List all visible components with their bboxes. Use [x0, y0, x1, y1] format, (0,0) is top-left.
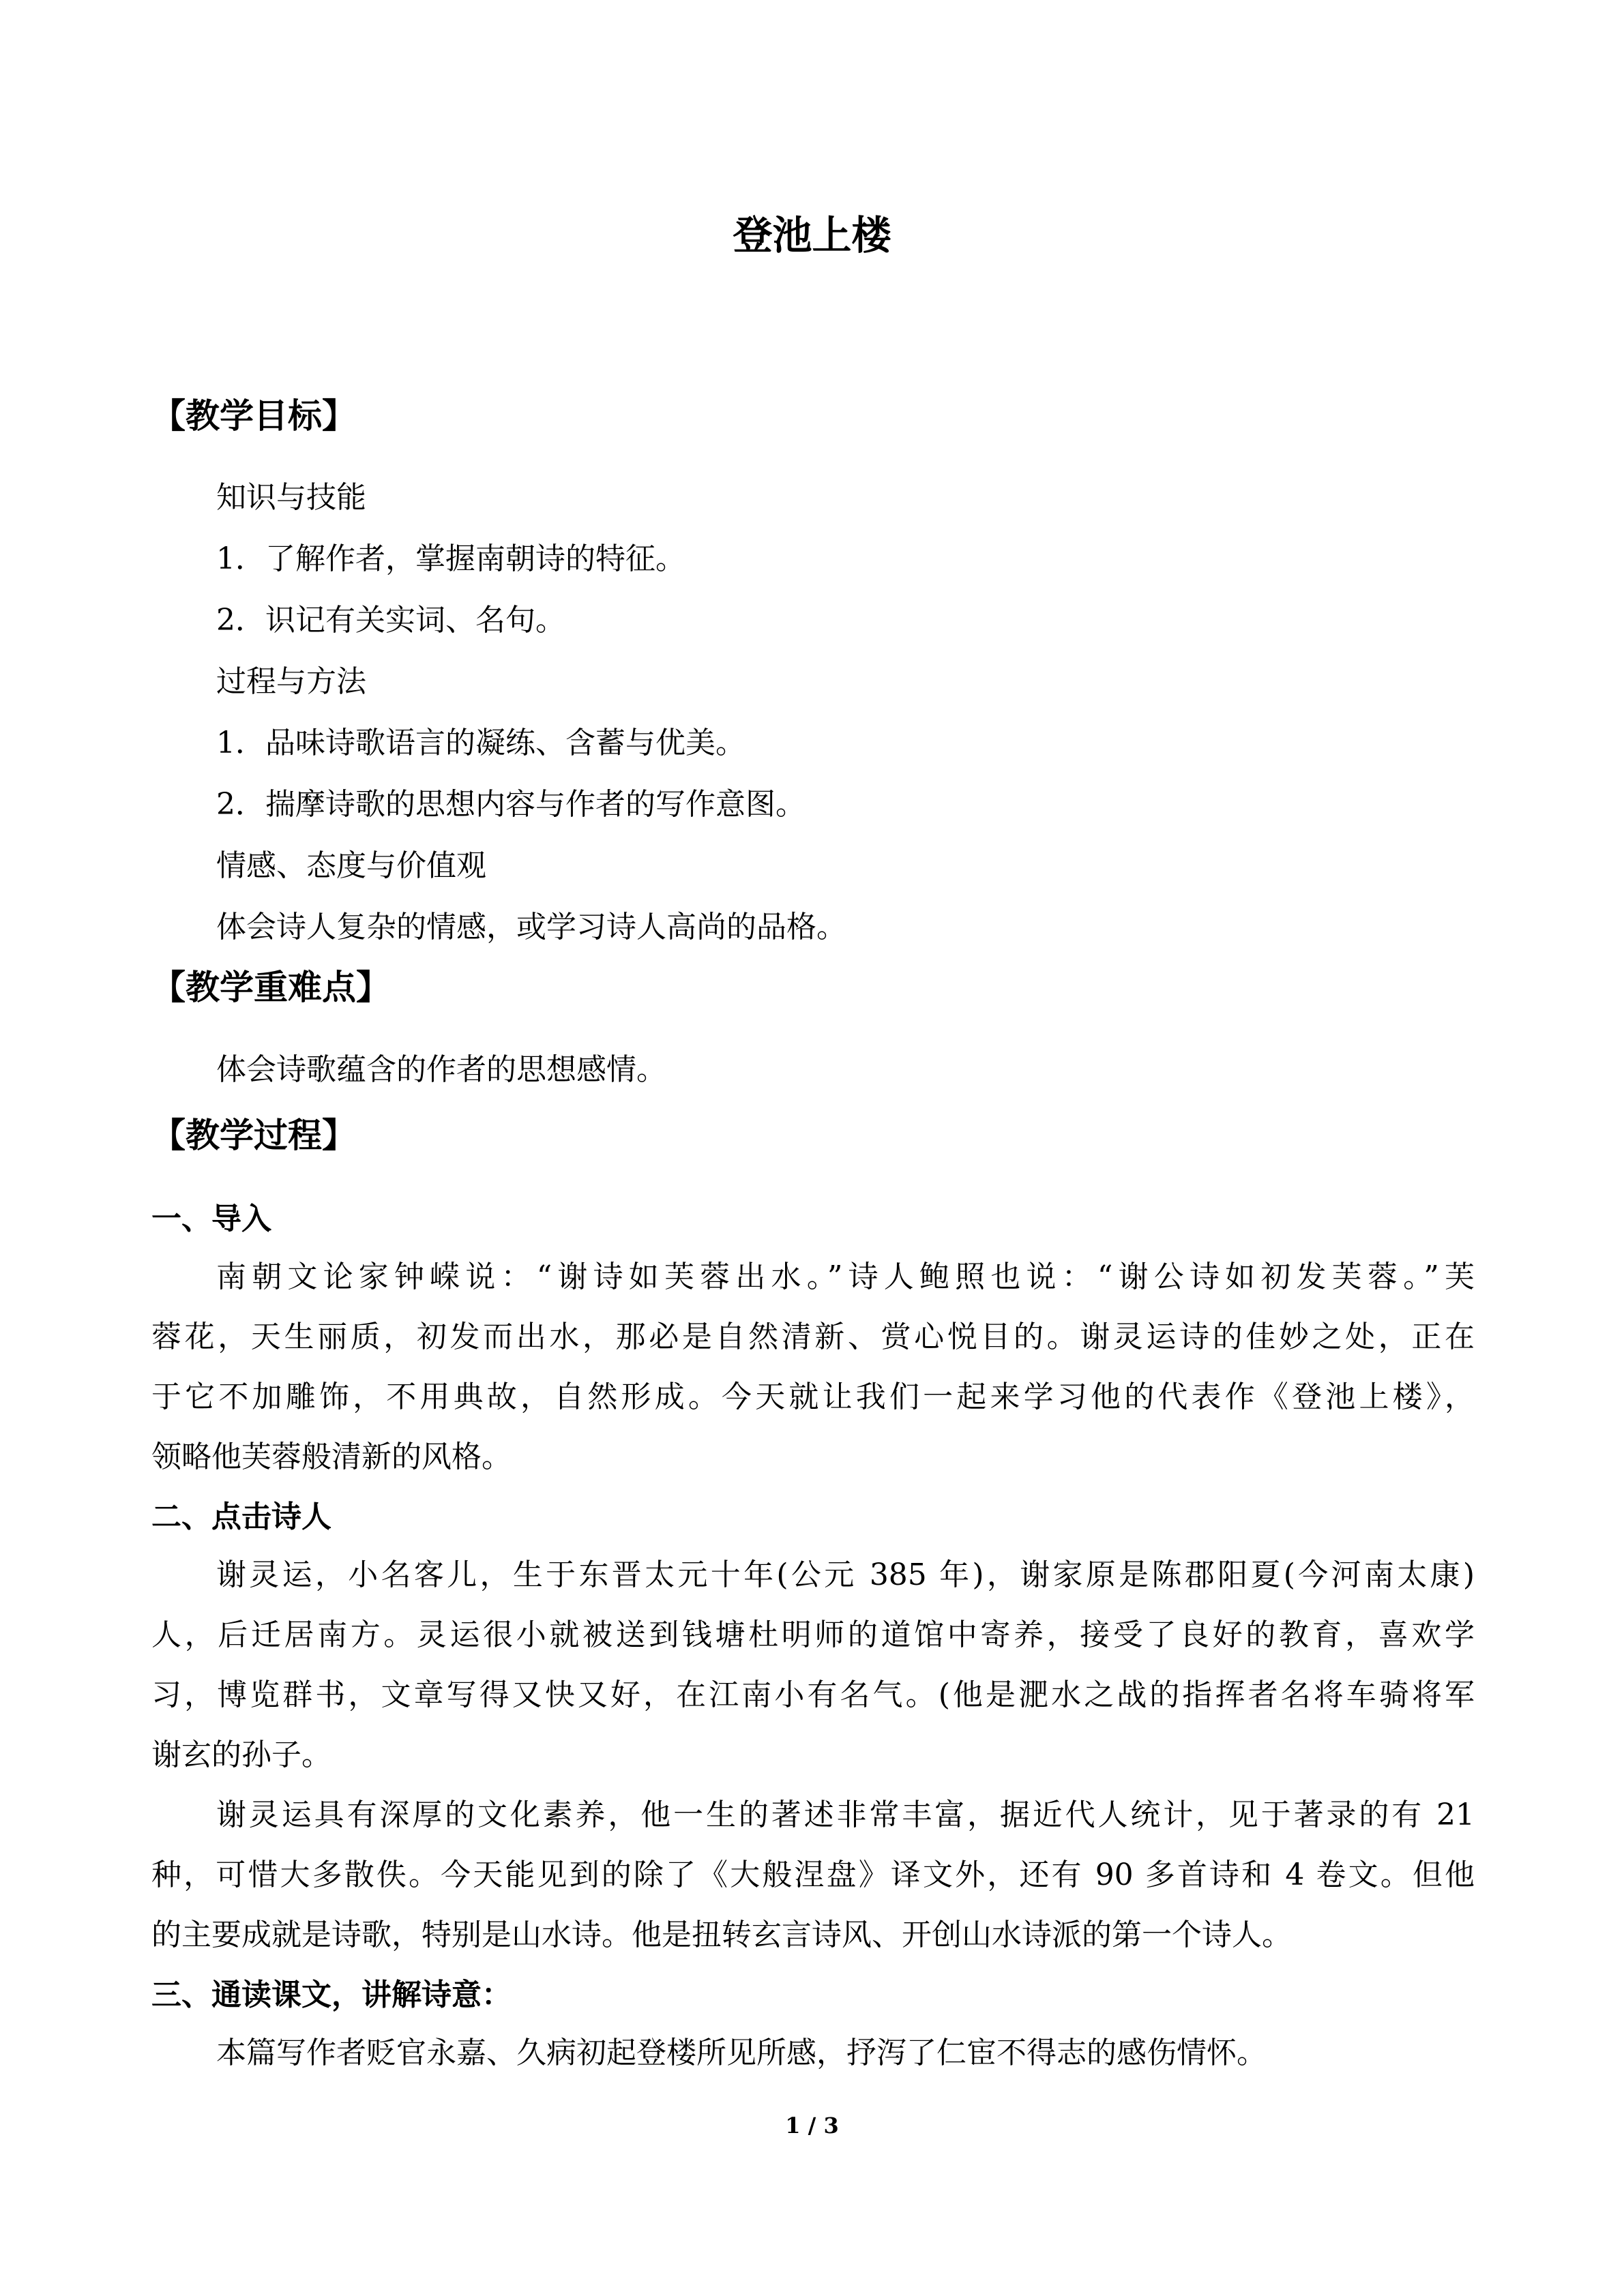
section-heading-difficulty: 【教学重难点】 [151, 968, 390, 1007]
poet-p1-line-2: 人，后迁居南方。灵运很小就被送到钱塘杜明师的道馆中寄养，接受了良好的教育，喜欢学 [151, 1617, 1475, 1652]
section-heading-process: 【教学过程】 [151, 1116, 356, 1155]
subheading-poet: 二、点击诗人 [151, 1500, 331, 1534]
subheading-reading: 三、通读课文，讲解诗意： [151, 1978, 512, 2012]
emotion-label: 情感、态度与价值观 [216, 848, 486, 883]
poet-p2-line-3: 的主要成就是诗歌，特别是山水诗。他是扭转玄言诗风、开创山水诗派的第一个诗人。 [151, 1918, 1292, 1952]
knowledge-label: 知识与技能 [216, 480, 366, 515]
poet-p2-line-2: 种，可惜大多散佚。今天能见到的除了《大般涅盘》译文外，还有 90 多首诗和 4 卷文。但他 [151, 1858, 1475, 1892]
intro-line-3: 于它不加雕饰，不用典故，自然形成。今天就让我们一起来学习他的代表作《登池上楼》， [151, 1380, 1475, 1414]
poet-p1-line-4: 谢玄的孙子。 [151, 1738, 331, 1772]
method-item-1: 1．品味诗歌语言的凝练、含蓄与优美。 [216, 726, 745, 760]
intro-line-1: 南朝文论家钟嵘说：“谢诗如芙蓉出水。”诗人鲍照也说：“谢公诗如初发芙蓉。”芙 [216, 1259, 1475, 1294]
emotion-item-1: 体会诗人复杂的情感，或学习诗人高尚的品格。 [216, 910, 846, 944]
method-label: 过程与方法 [216, 664, 366, 699]
knowledge-item-2: 2．识记有关实词、名句。 [216, 603, 565, 638]
method-item-2: 2．揣摩诗歌的思想内容与作者的写作意图。 [216, 787, 806, 822]
poet-p2-line-1: 谢灵运具有深厚的文化素养，他一生的著述非常丰富，据近代人统计，见于著录的有 21 [216, 1798, 1475, 1832]
page-number: 1 / 3 [785, 2113, 839, 2138]
reading-text: 本篇写作者贬官永嘉、久病初起登楼所见所感，抒泻了仁宦不得志的感伤情怀。 [216, 2036, 1267, 2070]
intro-line-4: 领略他芙蓉般清新的风格。 [151, 1440, 512, 1474]
poet-p1-line-3: 习，博览群书，文章写得又快又好，在江南小有名气。(他是淝水之战的指挥者名将车骑将军 [151, 1678, 1475, 1712]
knowledge-item-1: 1．了解作者，掌握南朝诗的特征。 [216, 541, 685, 576]
page-title: 登池上楼 [733, 212, 891, 258]
difficulty-text: 体会诗歌蕴含的作者的思想感情。 [216, 1052, 666, 1087]
intro-line-2: 蓉花，天生丽质，初发而出水，那必是自然清新、赏心悦目的。谢灵运诗的佳妙之处，正在 [151, 1320, 1475, 1354]
subheading-intro: 一、导入 [151, 1202, 271, 1236]
poet-p1-line-1: 谢灵运，小名客儿，生于东晋太元十年(公元 385 年)，谢家原是陈郡阳夏(今河南太康) [216, 1557, 1475, 1592]
section-heading-goals: 【教学目标】 [151, 396, 356, 436]
